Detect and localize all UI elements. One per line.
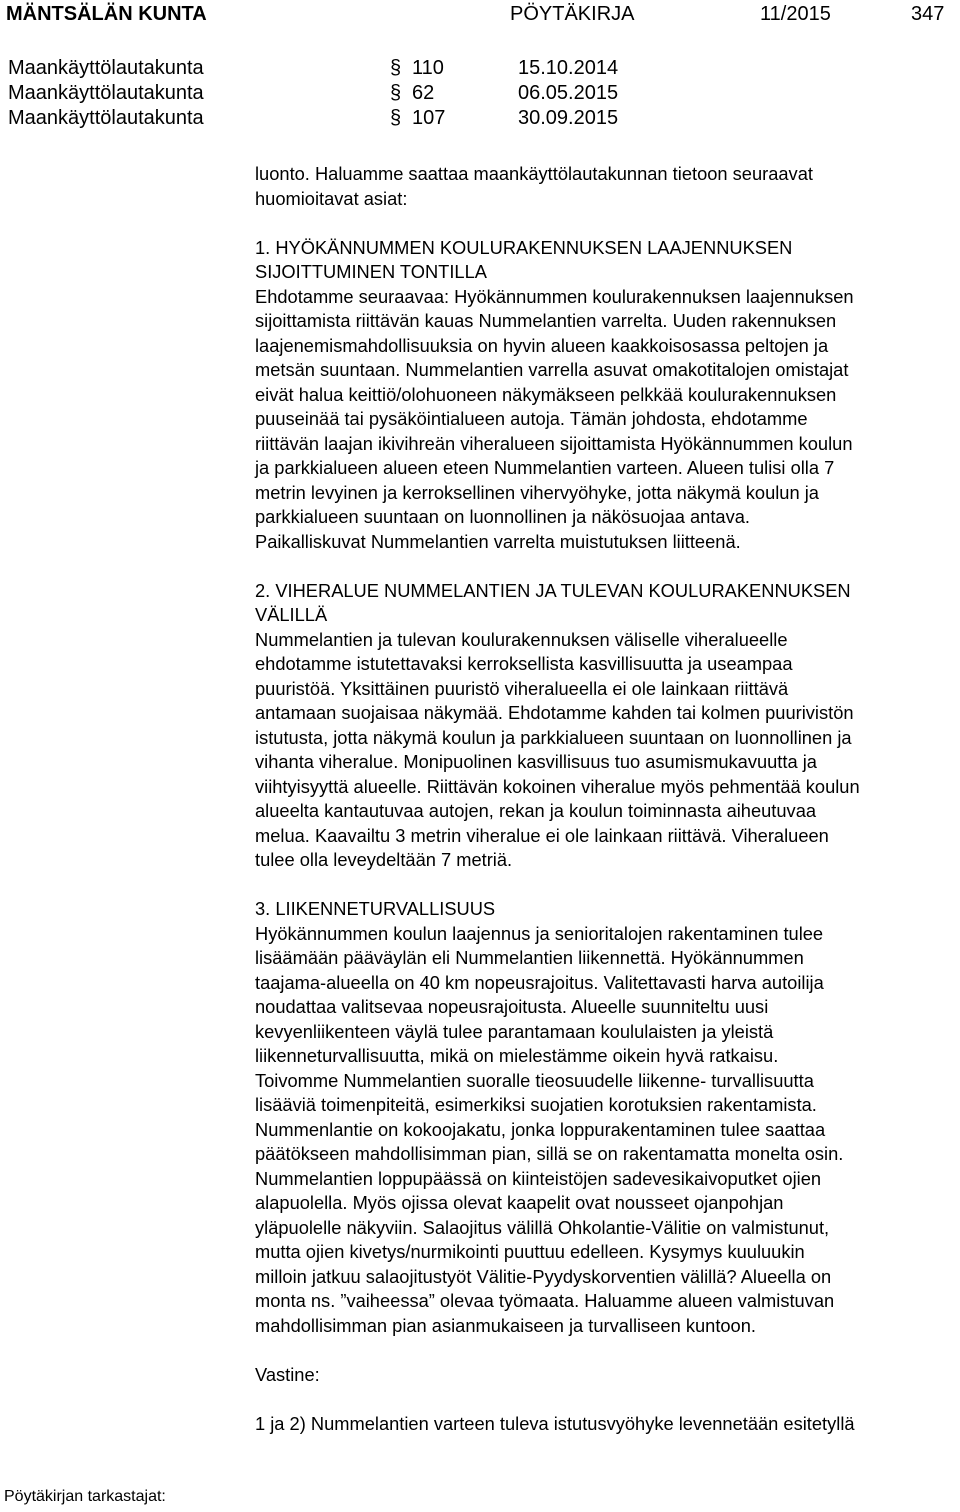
paragraph-gap — [255, 554, 955, 579]
text-line: noudattaa valitsevaa nopeusrajoitusta. Alueelle suunniteltu uusi — [255, 996, 769, 1017]
text-line: lisääviä toimenpiteitä, esimerkiksi suojatien korotuksien rakentamista. — [255, 1094, 817, 1115]
text-line: tulee olla leveydeltään 7 metriä. — [255, 849, 513, 870]
text-line: vihanta viheralue. Monipuolinen kasvillisuus tuo asumismukavuutta ja — [255, 751, 817, 772]
paragraph — [255, 1363, 955, 1388]
paragraph — [255, 162, 955, 211]
paragraph — [255, 236, 955, 555]
meeting-date: 30.09.2015 — [518, 107, 619, 129]
text-line: Hyökännummen koulun laajennus ja senioritalojen rakentaminen tulee — [255, 922, 824, 944]
meeting-date: 15.10.2014 — [518, 57, 619, 79]
header-page-number: 347 — [911, 3, 945, 25]
header-municipality: MÄNTSÄLÄN KUNTA — [6, 3, 207, 25]
paragraph-gap — [255, 211, 955, 236]
text-line: sijoittamista riittävän kauas Nummelantien varrelta. Uuden rakennuksen — [255, 310, 837, 331]
footer-reviewers-label: Pöytäkirjan tarkastajat: — [4, 1488, 166, 1505]
text-line: viihtyisyyttä alueelle. Riittävän kokoinen viheralue myös pehmentää koulun — [255, 775, 860, 797]
text-line: SIJOITTUMINEN TONTILLA — [255, 261, 487, 282]
text-line: mahdollisimman pian asianmukaiseen ja turvalliseen kuntoon. — [255, 1314, 756, 1336]
text-line: 2. VIHERALUE NUMMELANTIEN JA TULEVAN KOULURAKENNUKSEN — [255, 579, 851, 601]
text-line: päätökseen mahdollisimman pian, sillä se on rakentamatta monelta osin. — [255, 1143, 844, 1164]
section-number: 62 — [412, 82, 435, 104]
text-line: milloin jatkuu salaojitustyöt Välitie-Pyydyskorventien välillä? Alueella on — [255, 1265, 832, 1287]
text-line: mutta ojien kivetys/nurmikointi puuttuu edelleen. Kysymys kuuluukin — [255, 1241, 805, 1262]
section-number: 110 — [412, 57, 444, 79]
committee-name: Maankäyttölautakunta — [8, 107, 204, 129]
text-line: riittävän laajan ikivihreän viheralueen sijoittamista Hyökännummen koulun — [255, 432, 853, 454]
text-line: 1. HYÖKÄNNUMMEN KOULURAKENNUKSEN LAAJENNUKSEN — [255, 236, 793, 258]
text-line: yläpuolelle näkyviin. Salaojitus välillä Ohkolantie-Välitie on valmistunut, — [255, 1216, 830, 1238]
text-line: eivät halua keittiö/olohuoneen näkymäkseen pelkkää koulurakennuksen — [255, 383, 837, 405]
paragraph — [255, 897, 955, 1338]
committee-name: Maankäyttölautakunta — [8, 57, 204, 79]
text-line: alueelta kantautuvaa autojen, rekan ja koulun toiminnasta aiheutuvaa — [255, 800, 817, 821]
text-line: alapuolella. Myös ojissa olevat kaapelit ovat nousseet ojanpohjan — [255, 1192, 784, 1213]
text-line: puuseinää tai pysäköintialueen autoja. Tämän johdosta, ehdotamme — [255, 408, 808, 429]
text-line: monta ns. ”vaiheessa” olevaa työmaata. Haluamme alueen valmistuvan — [255, 1290, 835, 1311]
text-line: Nummenlantie on kokoojakatu, jonka loppurakentaminen tulee saattaa — [255, 1118, 826, 1140]
paragraph-gap — [255, 1387, 955, 1412]
paragraph-gap — [255, 1338, 955, 1363]
text-line: Vastine: — [255, 1363, 320, 1385]
text-line: huomioitavat asiat: — [255, 187, 408, 209]
text-line: lisäämään pääväylän eli Nummelantien liikennettä. Hyökännummen — [255, 947, 804, 968]
paragraph-gap — [255, 873, 955, 898]
text-line: luonto. Haluamme saattaa maankäyttölautakunnan tietoon seuraavat — [255, 163, 813, 184]
text-line: ehdotamme istutettavaksi kerroksellista kasvillisuutta ja useampaa — [255, 653, 793, 674]
section-symbol-icon: § — [390, 82, 402, 104]
section-symbol-icon: § — [390, 57, 402, 79]
text-line: Paikalliskuvat Nummelantien varrelta muistutuksen liitteenä. — [255, 530, 741, 552]
text-line: 1 ja 2) Nummelantien varteen tuleva istutusvyöhyke levennetään esitetyllä — [255, 1412, 855, 1434]
section-number: 107 — [412, 107, 446, 129]
text-line: ja parkkialueen alueen eteen Nummelantien varteen. Alueen tulisi olla 7 — [255, 457, 835, 478]
header-doc-type: PÖYTÄKIRJA — [510, 3, 635, 25]
text-line: puuristöä. Yksittäinen puuristö viheralueella ei ole lainkaan riittävä — [255, 677, 789, 699]
meeting-date: 06.05.2015 — [518, 82, 619, 104]
paragraph — [255, 1412, 955, 1437]
text-line: parkkialueen suuntaan on luonnollinen ja näkösuojaa antava. — [255, 506, 750, 527]
text-line: Nummelantien ja tulevan koulurakennuksen väliselle viheralueelle — [255, 628, 788, 650]
document-body — [255, 162, 955, 1436]
text-line: VÄLILLÄ — [255, 604, 328, 625]
text-line: taajama-alueella on 40 km nopeusrajoitus. Valitettavasti harva autoilija — [255, 971, 824, 993]
text-line: 3. LIIKENNETURVALLISUUS — [255, 898, 496, 919]
section-symbol-icon: § — [390, 107, 402, 129]
text-line: Ehdotamme seuraavaa: Hyökännummen koulurakennuksen laajennuksen — [255, 285, 854, 307]
text-line: metrin levyinen ja kerroksellinen vihervyöhyke, jotta näkymä koulun ja — [255, 481, 819, 503]
text-line: istutusta, jotta näkymä koulun ja parkkialueen suuntaan on luonnollinen ja — [255, 726, 852, 748]
text-line: antamaan suojaisaa näkymää. Ehdotamme kahden tai kolmen puurivistön — [255, 702, 854, 723]
paragraph — [255, 579, 955, 873]
header-issue: 11/2015 — [760, 3, 831, 25]
text-line: melua. Kaavailtu 3 metrin viheralue ei ole lainkaan riittävä. Viheralueen — [255, 824, 829, 846]
text-line: Toivomme Nummelantien suoralle tieosuudelle liikenne- turvallisuutta — [255, 1069, 814, 1091]
committee-name: Maankäyttölautakunta — [8, 82, 204, 104]
text-line: liikenneturvallisuutta, mikä on mielestämme oikein hyvä ratkaisu. — [255, 1045, 779, 1066]
text-line: laajenemismahdollisuuksia on hyvin alueen kaakkoisosassa peltojen ja — [255, 334, 829, 356]
text-line: Nummelantien loppupäässä on kiinteistöjen sadevesikaivoputket ojien — [255, 1167, 822, 1189]
text-line: kevyenliikenteen väylä tulee parantamaan koululaisten ja yleistä — [255, 1020, 774, 1042]
text-line: metsän suuntaan. Nummelantien varrella asuvat omakotitalojen omistajat — [255, 359, 849, 380]
